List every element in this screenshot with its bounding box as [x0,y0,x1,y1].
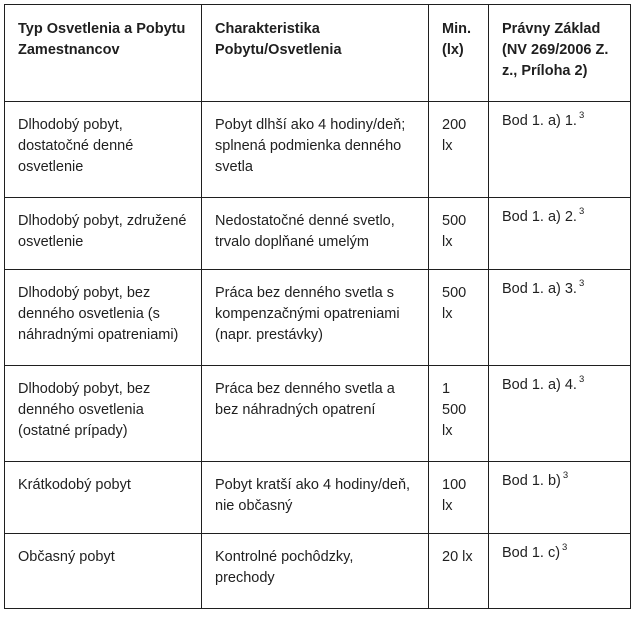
footnote-ref: 3 [578,206,585,218]
lighting-requirements-table-container [4,4,630,609]
cell-legal-basis [489,270,631,366]
cell-characteristic: Pobyt kratší ako 4 hodiny/deň, nie občasný [202,462,429,534]
basis-text: Bod 1. a) 3. [502,281,577,297]
cell-min-lx: 500 lx [429,270,489,366]
cell-type: Občasný pobyt [5,534,202,609]
cell-characteristic: Práca bez denného svetla a bez náhradných opatrení [202,366,429,462]
cell-type: Dlhodobý pobyt, bez denného osvetlenia (s náhradnými opatreniami) [5,270,202,366]
header-min-lx: Min. (lx) [429,5,489,102]
cell-legal-basis [489,102,631,198]
table-header-row [5,5,631,102]
header-type: Typ Osvetlenia a Pobytu Zamestnancov [5,5,202,102]
footnote-ref: 3 [578,110,585,122]
header-characteristic: Charakteristika Pobytu/Osvetlenia [202,5,429,102]
cell-min-lx: 200 lx [429,102,489,198]
cell-characteristic: Práca bez denného svetla s kompenzačnými opatreniami (napr. prestávky) [202,270,429,366]
cell-type: Dlhodobý pobyt, bez denného osvetlenia (ostatné prípady) [5,366,202,462]
table-row [5,462,631,534]
header-legal-basis: Právny Základ (NV 269/2006 Z. z., Príloha 2) [489,5,631,102]
cell-legal-basis [489,534,631,609]
basis-text: Bod 1. a) 1. [502,113,577,129]
table-row [5,102,631,198]
table-row [5,270,631,366]
cell-characteristic: Kontrolné pochôdzky, prechody [202,534,429,609]
table-row [5,366,631,462]
footnote-ref: 3 [562,470,569,482]
cell-min-lx: 500 lx [429,198,489,270]
footnote-ref: 3 [578,374,585,386]
basis-text: Bod 1. a) 4. [502,377,577,393]
cell-legal-basis [489,198,631,270]
basis-text: Bod 1. a) 2. [502,209,577,225]
footnote-ref: 3 [562,542,568,554]
cell-legal-basis [489,462,631,534]
cell-min-lx: 100 lx [429,462,489,534]
cell-legal-basis [489,366,631,462]
cell-type: Dlhodobý pobyt, združené osvetlenie [5,198,202,270]
lighting-requirements-table [4,4,631,609]
cell-min-lx: 1 500 lx [429,366,489,462]
cell-type: Dlhodobý pobyt, dostatočné denné osvetlenie [5,102,202,198]
table-row [5,198,631,270]
cell-type: Krátkodobý pobyt [5,462,202,534]
basis-text: Bod 1. b) [502,473,561,489]
cell-min-lx: 20 lx [429,534,489,609]
basis-text: Bod 1. c) [502,545,561,561]
table-row [5,534,631,609]
cell-characteristic: Nedostatočné denné svetlo, trvalo doplňané umelým [202,198,429,270]
cell-characteristic: Pobyt dlhší ako 4 hodiny/deň; splnená podmienka denného svetla [202,102,429,198]
footnote-ref: 3 [578,278,585,290]
